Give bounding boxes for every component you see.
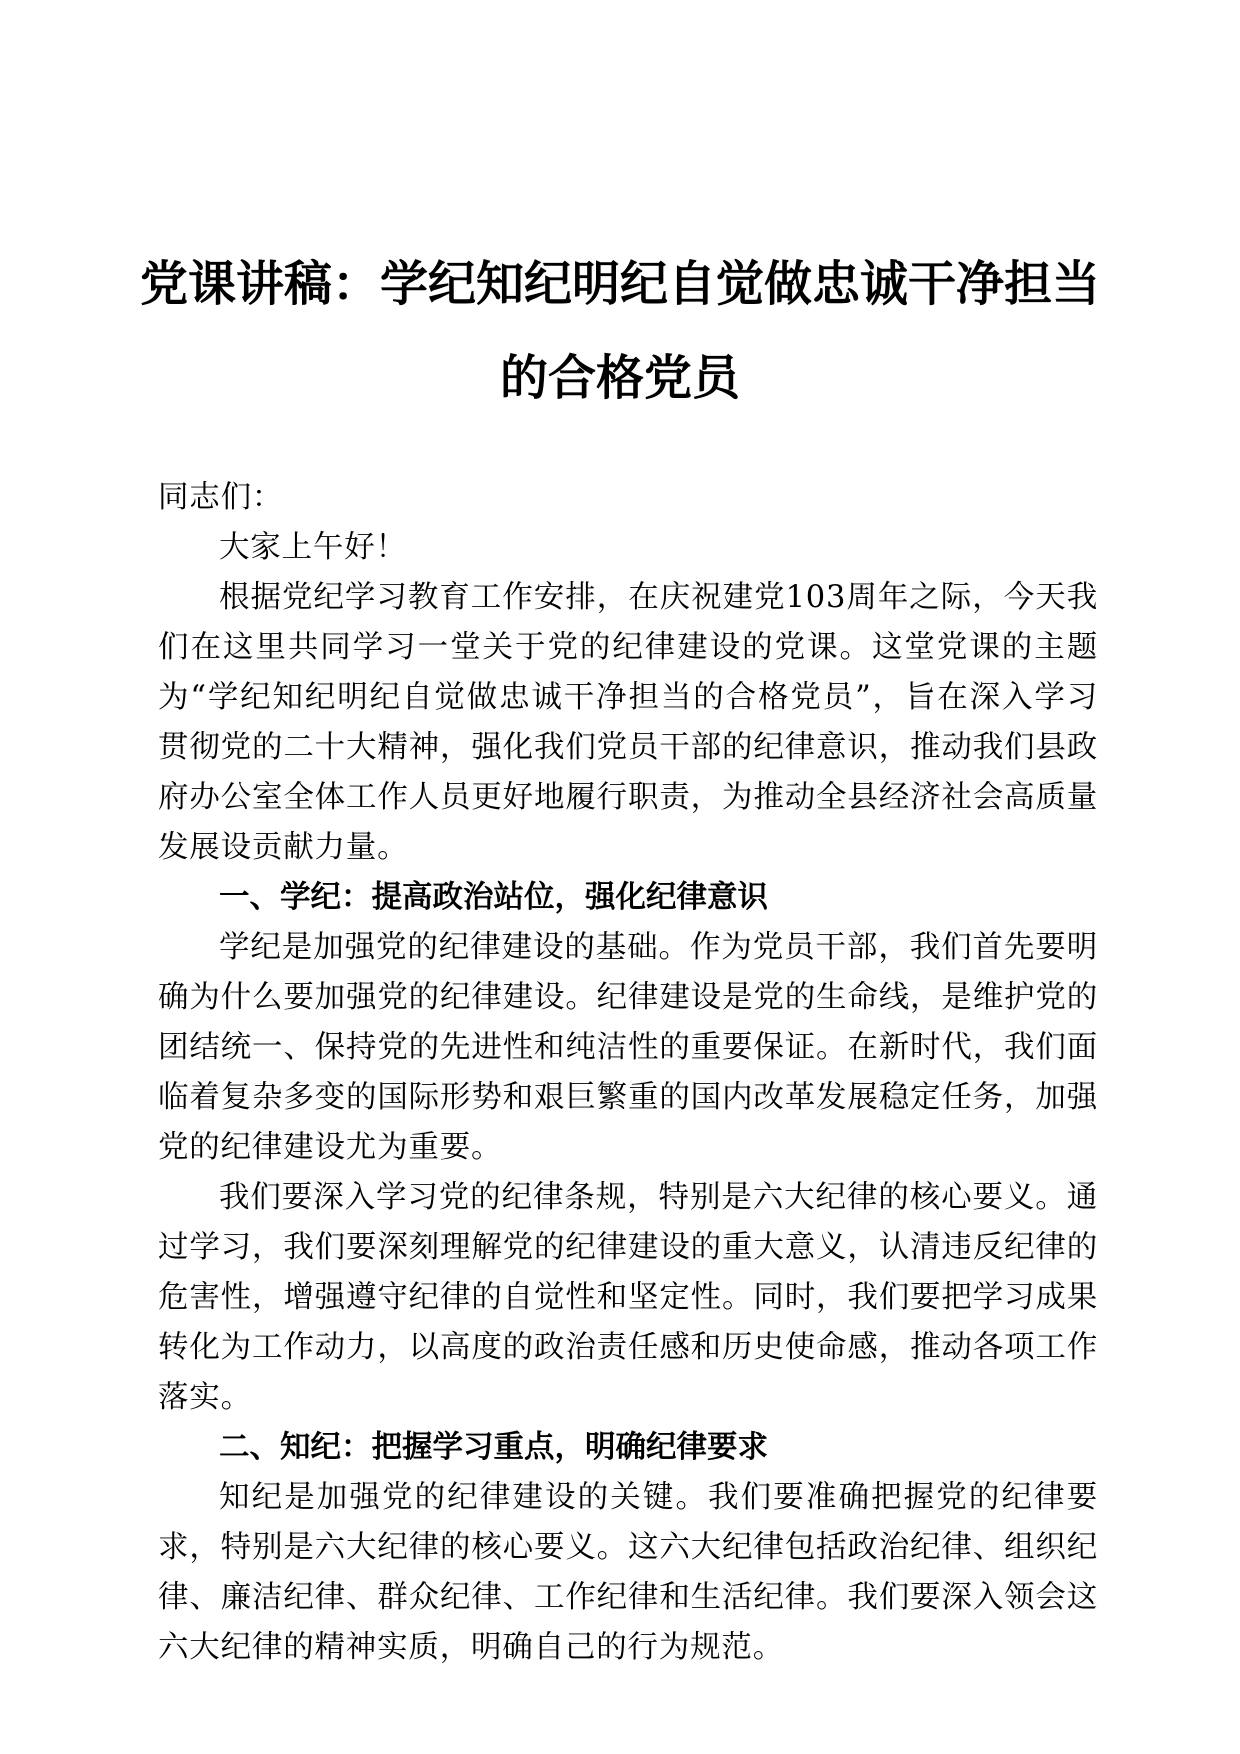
section-heading-2: 二、知纪：把握学习重点，明确纪律要求 xyxy=(219,1430,768,1465)
document-title-line-2: 的合格党员 xyxy=(499,350,740,406)
document-title-line-1: 党课讲稿：学纪知纪明纪自觉做忠诚干净担当 xyxy=(140,256,1101,312)
section-1-paragraph-1: 学纪是加强党的纪律建设的基础。作为党员干部，我们首先要明确为什么要加强党的纪律建设。纪律建设是党的生命线，是维护党的团结统一、保持党的先进性和纯洁性的重要保证。在新时代，我们面临着复杂多变的国际形势和艰巨繁重的国内改革发展稳定任务，加强党的纪律建设尤为重要。 xyxy=(158,930,1098,1165)
document-body xyxy=(158,473,1098,1673)
section-2-paragraph-1: 知纪是加强党的纪律建设的关键。我们要准确把握党的纪律要求，特别是六大纪律的核心要义。这六大纪律包括政治纪律、组织纪律、廉洁纪律、群众纪律、工作纪律和生活纪律。我们要深入领会这六大纪律的精神实质，明确自己的行为规范。 xyxy=(158,1480,1098,1665)
salutation: 同志们： xyxy=(158,480,284,515)
greeting: 大家上午好！ xyxy=(219,530,407,565)
section-heading-1: 一、学纪：提高政治站位，强化纪律意识 xyxy=(219,880,768,915)
intro-paragraph: 根据党纪学习教育工作安排，在庆祝建党103周年之际，今天我们在这里共同学习一堂关于党的纪律建设的党课。这堂党课的主题为“学纪知纪明纪自觉做忠诚干净担当的合格党员”，旨在深入学习贯彻党的二十大精神，强化我们党员干部的纪律意识，推动我们县政府办公室全体工作人员更好地履行职责，为推动全县经济社会高质量发展设贡献力量。 xyxy=(158,580,1098,865)
section-1-paragraph-2: 我们要深入学习党的纪律条规，特别是六大纪律的核心要义。通过学习，我们要深刻理解党的纪律建设的重大意义，认清违反纪律的危害性，增强遵守纪律的自觉性和坚定性。同时，我们要把学习成果转化为工作动力，以高度的政治责任感和历史使命感，推动各项工作落实。 xyxy=(158,1180,1098,1415)
